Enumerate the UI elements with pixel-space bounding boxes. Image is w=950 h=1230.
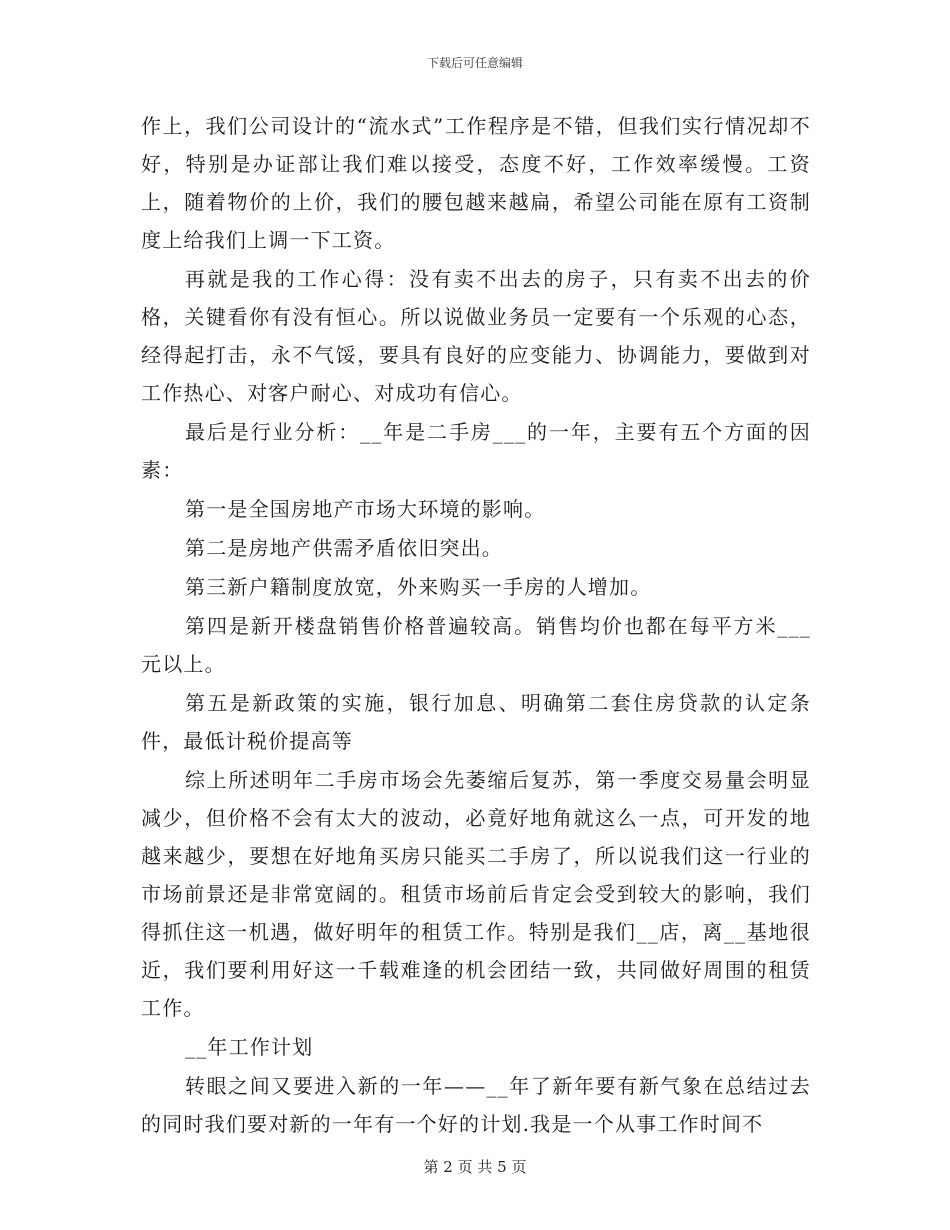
paragraph-industry-analysis: 最后是行业分析：__年是二手房___的一年，主要有五个方面的因素： bbox=[141, 420, 811, 482]
list-item-factor-3: 第三新户籍制度放宽，外来购买一手房的人增加。 bbox=[185, 575, 652, 599]
page-header-note: 下载后可任意编辑 bbox=[426, 56, 523, 70]
list-item-factor-1: 第一是全国房地产市场大环境的影响。 bbox=[185, 497, 546, 521]
page-number-footer: 第 2 页 共 5 页 bbox=[423, 1158, 527, 1176]
paragraph-plan-intro: 转眼之间又要进入新的一年——__年了新年要有新气象在总结过去的同时我们要对新的一年有一个好的计划.我是一个从事工作时间不 bbox=[141, 1074, 811, 1136]
list-item-factor-2: 第二是房地产供需矛盾依旧突出。 bbox=[185, 536, 503, 560]
paragraph-work-experience: 再就是我的工作心得：没有卖不出去的房子，只有卖不出去的价格，关键看你有没有恒心。所以说做业务员一定要有一个乐观的心态，经得起打击，永不气馁，要具有良好的应变能力、协调能力，要做到对工作热心、对客户耐心、对成功有信心。 bbox=[141, 267, 811, 405]
list-item-factor-4: 第四是新开楼盘销售价格普遍较高。销售均价也都在每平方米___元以上。 bbox=[141, 614, 811, 676]
section-heading-work-plan: __年工作计划 bbox=[185, 1035, 314, 1059]
list-item-factor-5: 第五是新政策的实施，银行加息、明确第二套住房贷款的认定条件，最低计税价提高等 bbox=[141, 691, 811, 753]
paragraph-summary: 综上所述明年二手房市场会先萎缩后复苏，第一季度交易量会明显减少，但价格不会有太大的波动，必竟好地角就这么一点，可开发的地越来越少，要想在好地角买房只能买二手房了，所以说我们这一行业的市场前景还是非常宽阔的。租赁市场前后肯定会受到较大的影响，我们得抓住这一机遇，做好明年的租赁工作。特别是我们__店，离__基地很近，我们要利用好这一千载难逢的机会团结一致，共同做好周围的租赁工作。 bbox=[141, 768, 811, 1020]
document-body bbox=[141, 107, 811, 1144]
paragraph-continuation: 作上，我们公司设计的“流水式”工作程序是不错，但我们实行情况却不好，特别是办证部让我们难以接受，态度不好，工作效率缓慢。工资上，随着物价的上价，我们的腰包越来越扁，希望公司能在原有工资制度上给我们上调一下工资。 bbox=[141, 114, 811, 252]
